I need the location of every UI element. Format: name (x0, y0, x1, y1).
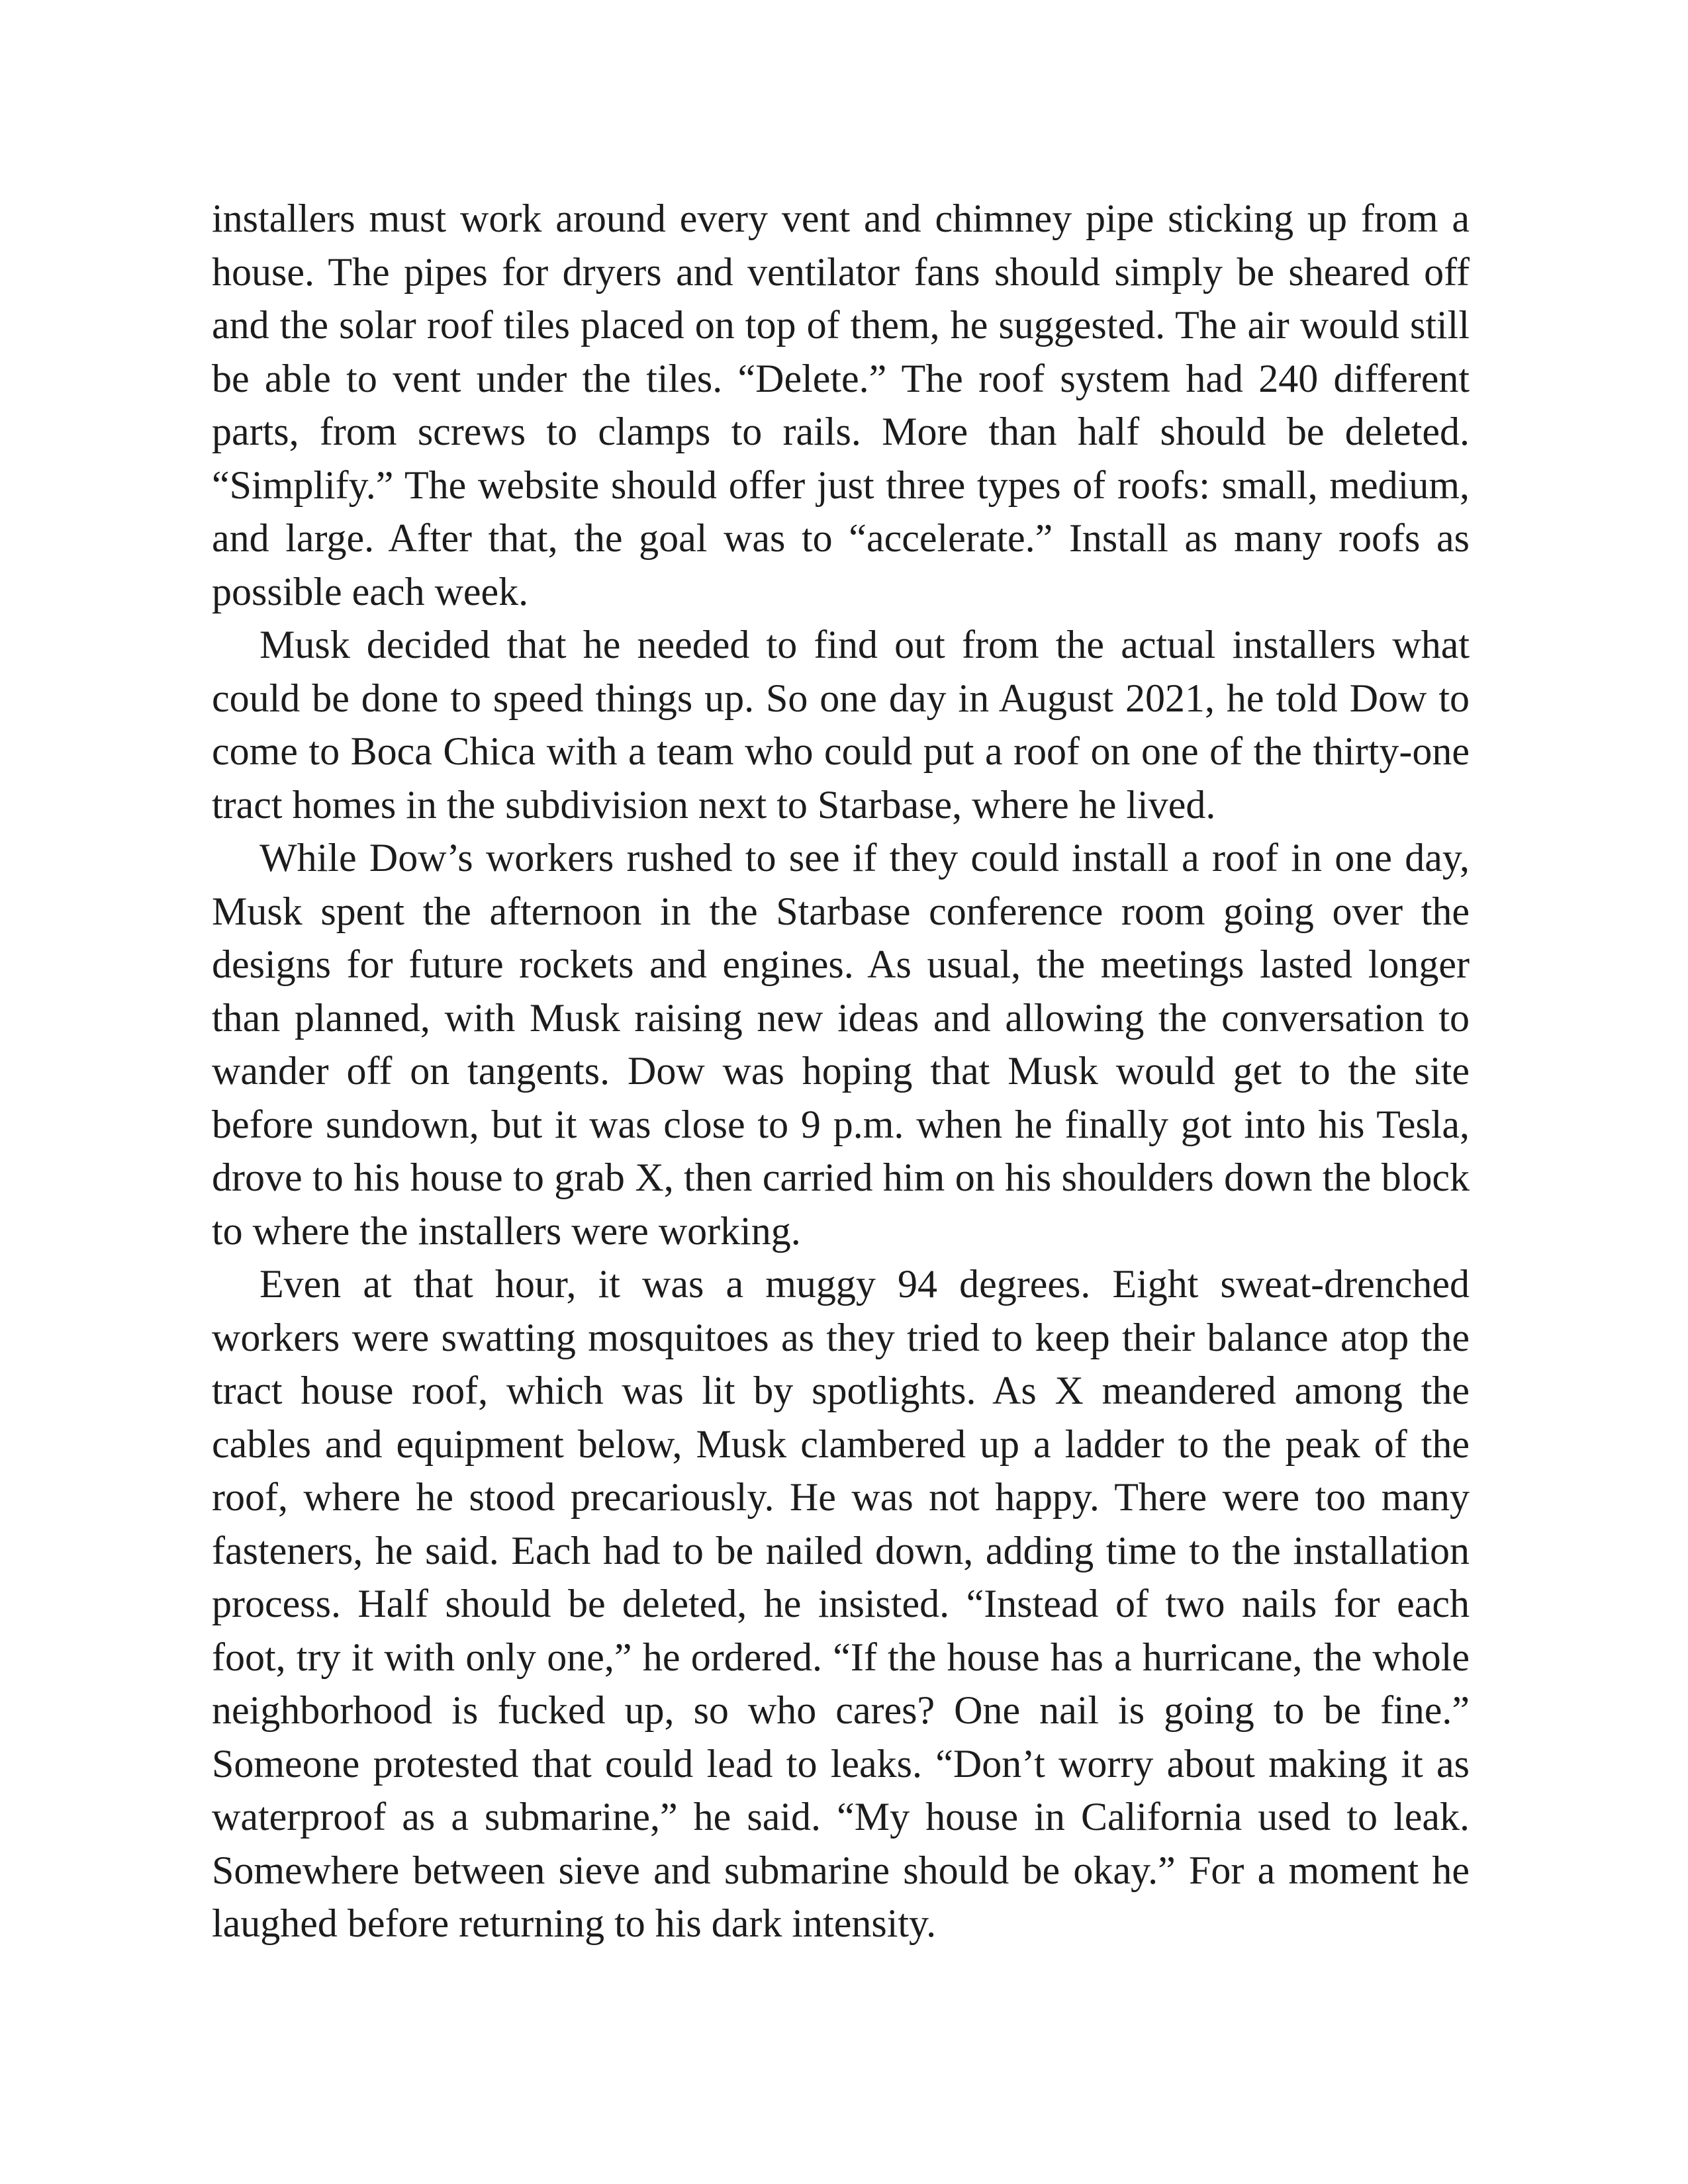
paragraph-1: installers must work around every vent and chimney pipe sticking up from a house. The pipes for dryers and ventilator fans should simply be sheared off and the solar roof tiles placed on top of them, he suggested. The air would still be able to vent under the tiles. “Delete.” The roof system had 240 different parts, from screws to clamps to rails. More than half should be deleted. “Simplify.” The website should offer just three types of roofs: small, medium, and large. After that, the goal was to “accelerate.” Install as many roofs as possible each week. (212, 197, 1470, 614)
book-page (212, 192, 1470, 1950)
paragraph-2: Musk decided that he needed to find out from the actual installers what could be done to speed things up. So one day in August 2021, he told Dow to come to Boca Chica with a team who could put a roof on one of the thirty-one tract homes in the subdivision next to Starbase, where he lived. (212, 623, 1470, 827)
paragraph-3: While Dow’s workers rushed to see if they could install a roof in one day, Musk spent the afternoon in the Starbase conference room going over the designs for future rockets and engines. As usual, the meetings lasted longer than planned, with Musk raising new ideas and allowing the conversation to wander off on tangents. Dow was hoping that Musk would get to the site before sundown, but it was close to 9 p.m. when he finally got into his Tesla, drove to his house to grab X, then carried him on his shoulders down the block to where the installers were working. (212, 836, 1470, 1253)
paragraph-4: Even at that hour, it was a muggy 94 degrees. Eight sweat-drenched workers were swatting mosquitoes as they tried to keep their balance atop the tract house roof, which was lit by spotlights. As X meandered among the cables and equipment below, Musk clambered up a ladder to the peak of the roof, where he stood precariously. He was not happy. There were too many fasteners, he said. Each had to be nailed down, adding time to the installation process. Half should be deleted, he insisted. “Instead of two nails for each foot, try it with only one,” he ordered. “If the house has a hurricane, the whole neighborhood is fucked up, so who cares? One nail is going to be fine.” Someone protested that could lead to leaks. “Don’t worry about making it as waterproof as a submarine,” he said. “My house in California used to leak. Somewhere between sieve and submarine should be okay.” For a moment he laughed before returning to his dark intensity. (212, 1262, 1470, 1945)
